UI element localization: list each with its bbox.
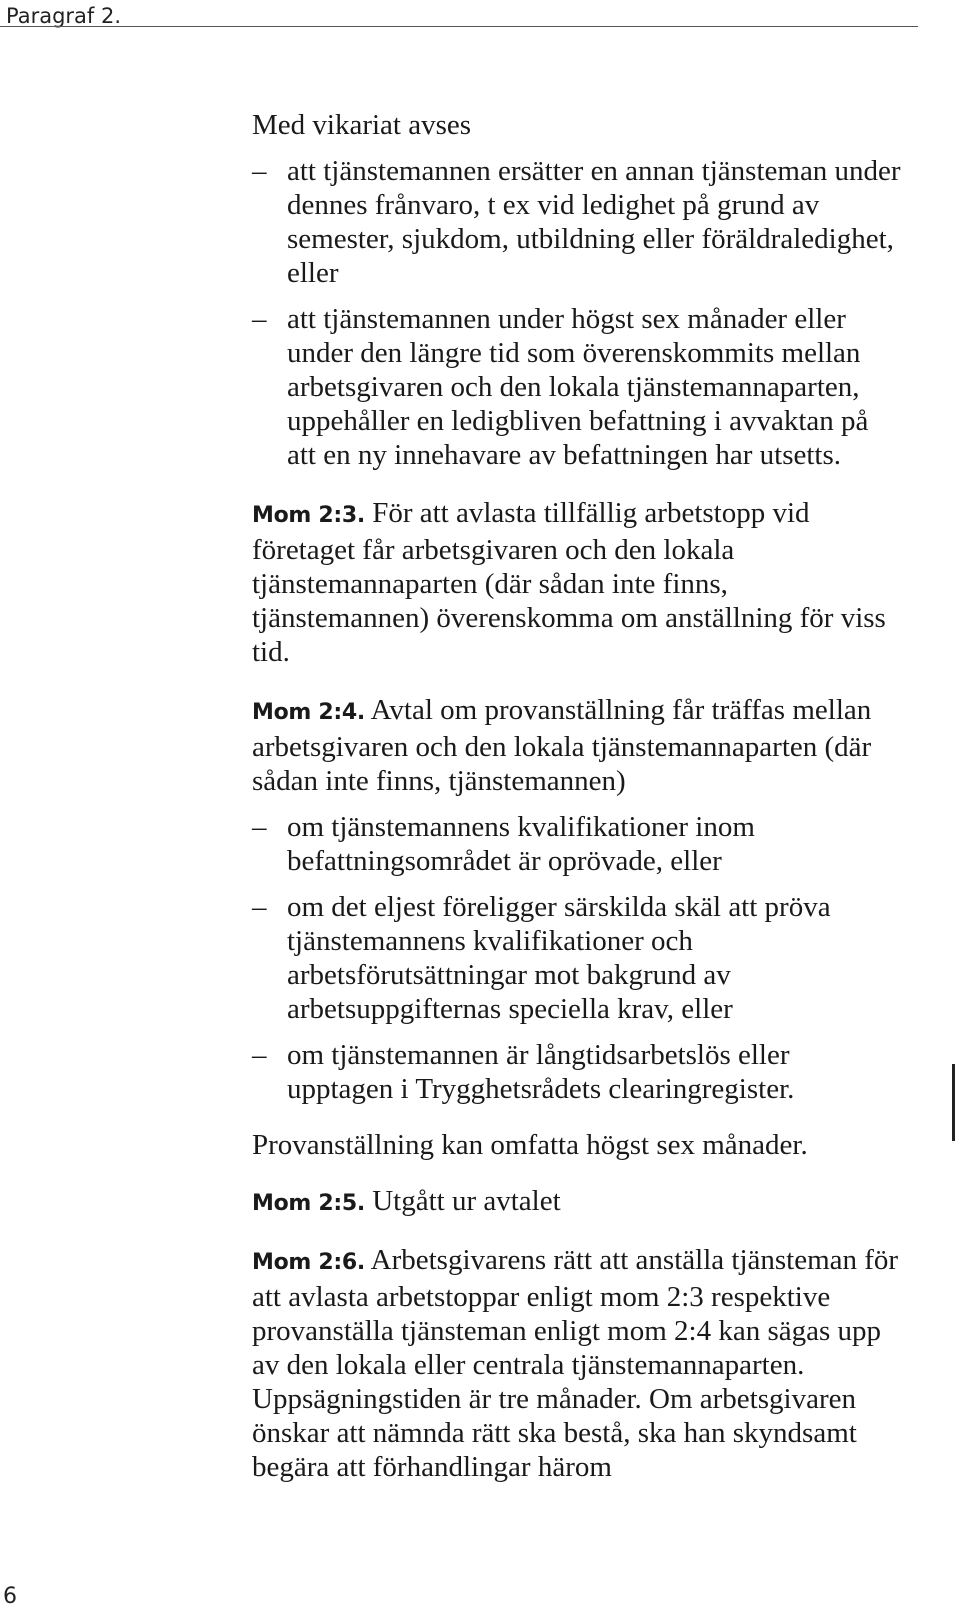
header-title: Paragraf 2. (6, 4, 122, 28)
revision-change-bar (952, 1064, 955, 1141)
list-item-text: om tjänstemannen är långtidsarbetslös eller upptagen i Trygghetsrådets clearingregister. (287, 1039, 795, 1105)
list-item-text: att tjänstemannen under högst sex månader eller under den längre tid som överenskommits mellan arbetsgivaren och den lokala tjänstemannaparten, uppehåller en ledigbliven befattning i avvaktan på att en ny innehavare av befattningen har utsetts. (287, 303, 869, 471)
provanstallning-note: Provanställning kan omfatta högst sex månader. (252, 1129, 808, 1161)
document-body (252, 108, 902, 1484)
list-item-provanstallning-3 (252, 1038, 902, 1106)
mom-2-4-label: Mom 2:4. (252, 700, 365, 725)
dash-marker: – (252, 1039, 267, 1071)
list-item-provanstallning-2 (252, 890, 902, 1026)
mom-2-3-text: För att avlasta tillfällig arbetstopp vid företaget får arbetsgivaren och den lokala tjänstemannaparten (där sådan inte finns, tjänstemannen) överenskomma om anställning för viss tid. (252, 497, 886, 668)
intro-paragraph: Med vikariat avses (252, 109, 472, 141)
dash-marker: – (252, 891, 267, 923)
mom-2-6-text: Arbetsgivarens rätt att anställa tjänsteman för att avlasta arbetstoppar enligt mom 2:3 respektive provanställa tjänsteman enligt mom 2:4 kan sägas upp av den lokala eller centrala tjänstemannaparten. Uppsägningstiden är tre månader. Om arbetsgivaren önskar att nämnda rätt ska bestå, ska han skyndsamt begära att förhandlingar härom (252, 1244, 899, 1483)
mom-2-5-text: Utgått ur avtalet (372, 1185, 561, 1217)
mom-2-3-label: Mom 2:3. (252, 503, 365, 528)
mom-2-6-label: Mom 2:6. (252, 1250, 365, 1275)
dash-marker: – (252, 155, 267, 187)
header-divider (0, 26, 918, 27)
dash-marker: – (252, 303, 267, 335)
mom-2-4-paragraph (252, 693, 902, 798)
mom-2-4-text: Avtal om provanställning får träffas mellan arbetsgivaren och den lokala tjänstemannaparten (där sådan inte finns, tjänstemannen) (252, 694, 872, 797)
list-item-text: om det eljest föreligger särskilda skäl att pröva tjänstemannens kvalifikationer och arbetsförutsättningar mot bakgrund av arbetsuppgifternas speciella krav, eller (287, 891, 831, 1025)
list-item-vikariat-2 (252, 302, 902, 472)
dash-marker: – (252, 811, 267, 843)
list-item-provanstallning-1 (252, 810, 902, 878)
list-item-text: att tjänstemannen ersätter en annan tjänsteman under dennes frånvaro, t ex vid ledighet på grund av semester, sjukdom, utbildning eller föräldraledighet, eller (287, 155, 901, 289)
mom-2-3-paragraph (252, 496, 902, 669)
mom-2-5-label: Mom 2:5. (252, 1191, 365, 1216)
mom-2-5-paragraph (252, 1184, 902, 1221)
list-item-vikariat-1 (252, 154, 902, 290)
page-number: 6 (3, 1584, 17, 1609)
list-item-text: om tjänstemannens kvalifikationer inom befattningsområdet är oprövade, eller (287, 811, 755, 877)
mom-2-6-paragraph (252, 1243, 902, 1484)
